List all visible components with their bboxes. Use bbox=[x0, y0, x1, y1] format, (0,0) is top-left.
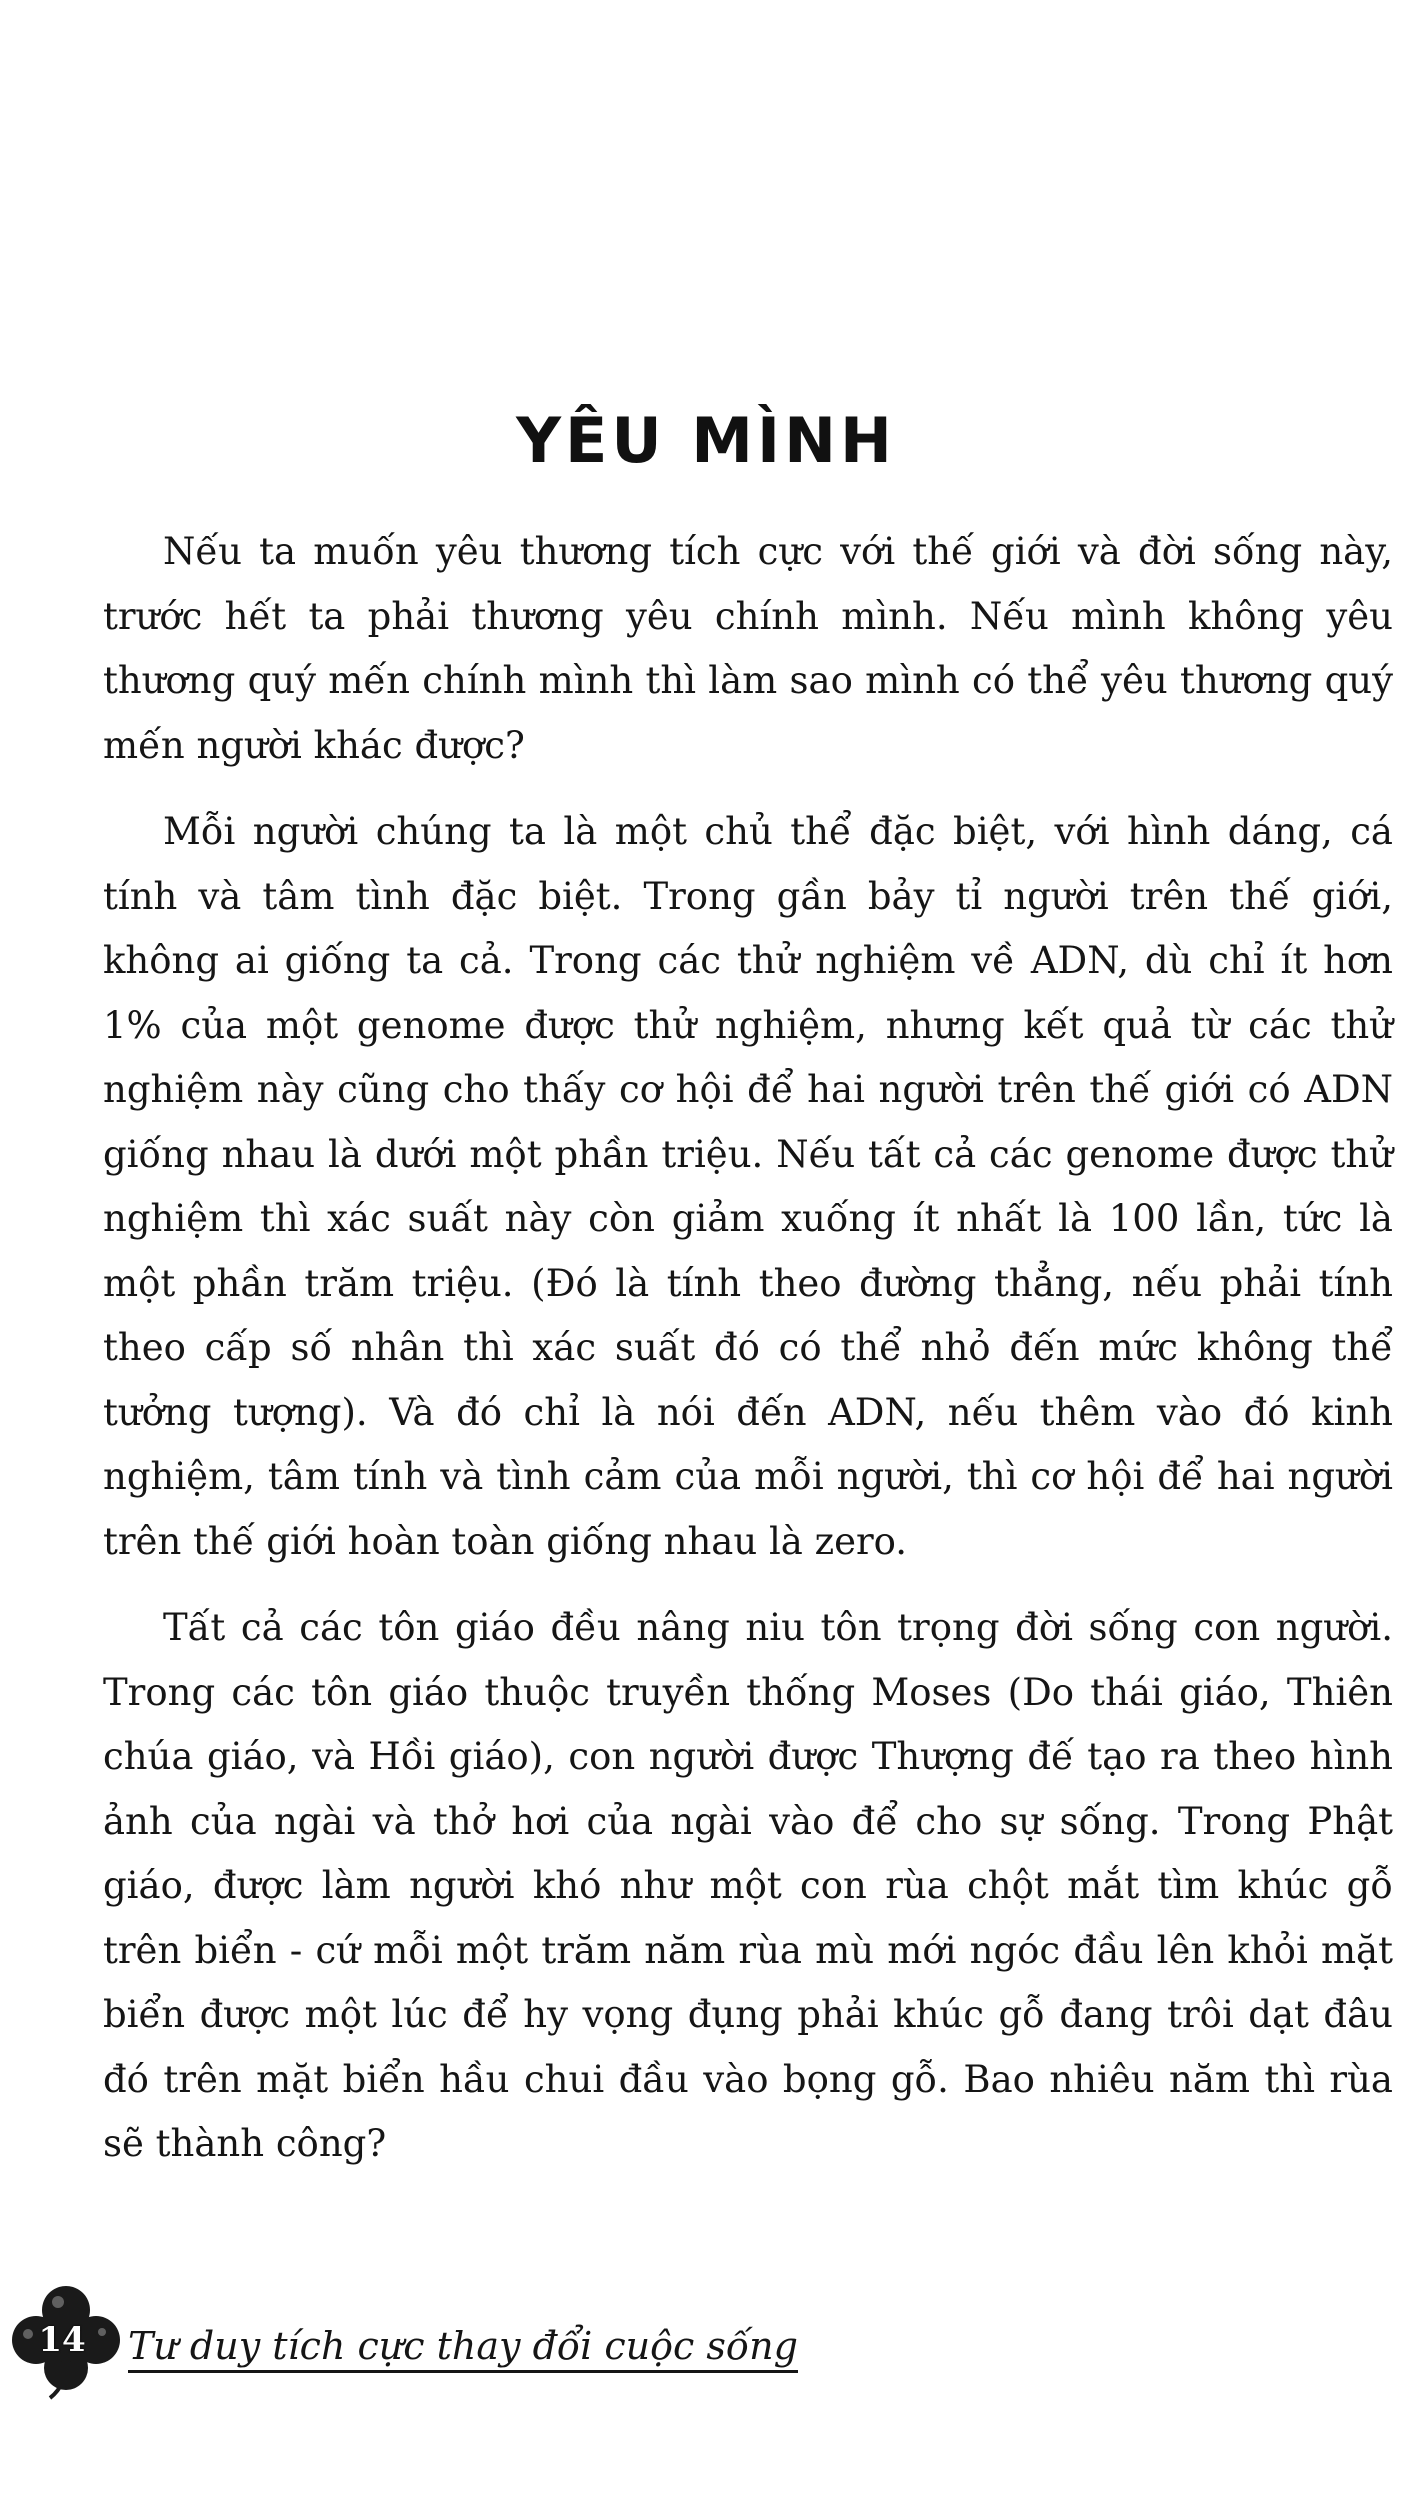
body-text bbox=[103, 520, 1393, 2199]
page-footer bbox=[0, 2280, 1412, 2400]
chapter-title: YÊU MÌNH bbox=[516, 403, 896, 477]
running-title: Tư duy tích cực thay đổi cuộc sống bbox=[128, 2324, 798, 2373]
page-number: 14 bbox=[38, 2320, 86, 2360]
paragraph-2: Mỗi người chúng ta là một chủ thể đặc biệt, với hình dáng, cá tính và tâm tình đặc biệt. Trong gần bảy tỉ người trên thế giới, không ai giống ta cả. Trong các thử nghiệm về ADN, dù chỉ ít hơn 1% của một genome được thử nghiệm, nhưng kết quả từ các thử nghiệm này cũng cho thấy cơ hội để hai người trên thế giới có ADN giống nhau là dưới một phần triệu. Nếu tất cả các genome được thử nghiệm thì xác suất này còn giảm xuống ít nhất là 100 lần, tức là một phần trăm triệu. (Đó là tính theo đường thẳng, nếu phải tính theo cấp số nhân thì xác suất đó có thể nhỏ đến mức không thể tưởng tượng). Và đó chỉ là nói đến ADN, nếu thêm vào đó kinh nghiệm, tâm tính và tình cảm của mỗi người, thì cơ hội để hai người trên thế giới hoàn toàn giống nhau là zero. bbox=[103, 810, 1393, 1563]
paragraph-3: Tất cả các tôn giáo đều nâng niu tôn trọng đời sống con người. Trong các tôn giáo thuộc truyền thống Moses (Do thái giáo, Thiên chúa giáo, và Hồi giáo), con người được Thượng đế tạo ra theo hình ảnh của ngài và thở hơi của ngài vào để cho sự sống. Trong Phật giáo, được làm người khó như một con rùa chột mắt tìm khúc gỗ trên biển - cứ mỗi một trăm năm rùa mù mới ngóc đầu lên khỏi mặt biển được một lúc để hy vọng đụng phải khúc gỗ đang trôi dạt đâu đó trên mặt biển hầu chui đầu vào bọng gỗ. Bao nhiêu năm thì rùa sẽ thành công? bbox=[103, 1606, 1393, 2165]
paragraph-1: Nếu ta muốn yêu thương tích cực với thế giới và đời sống này, trước hết ta phải thương yêu chính mình. Nếu mình không yêu thương quý mến chính mình thì làm sao mình có thể yêu thương quý mến người khác được? bbox=[103, 530, 1393, 767]
